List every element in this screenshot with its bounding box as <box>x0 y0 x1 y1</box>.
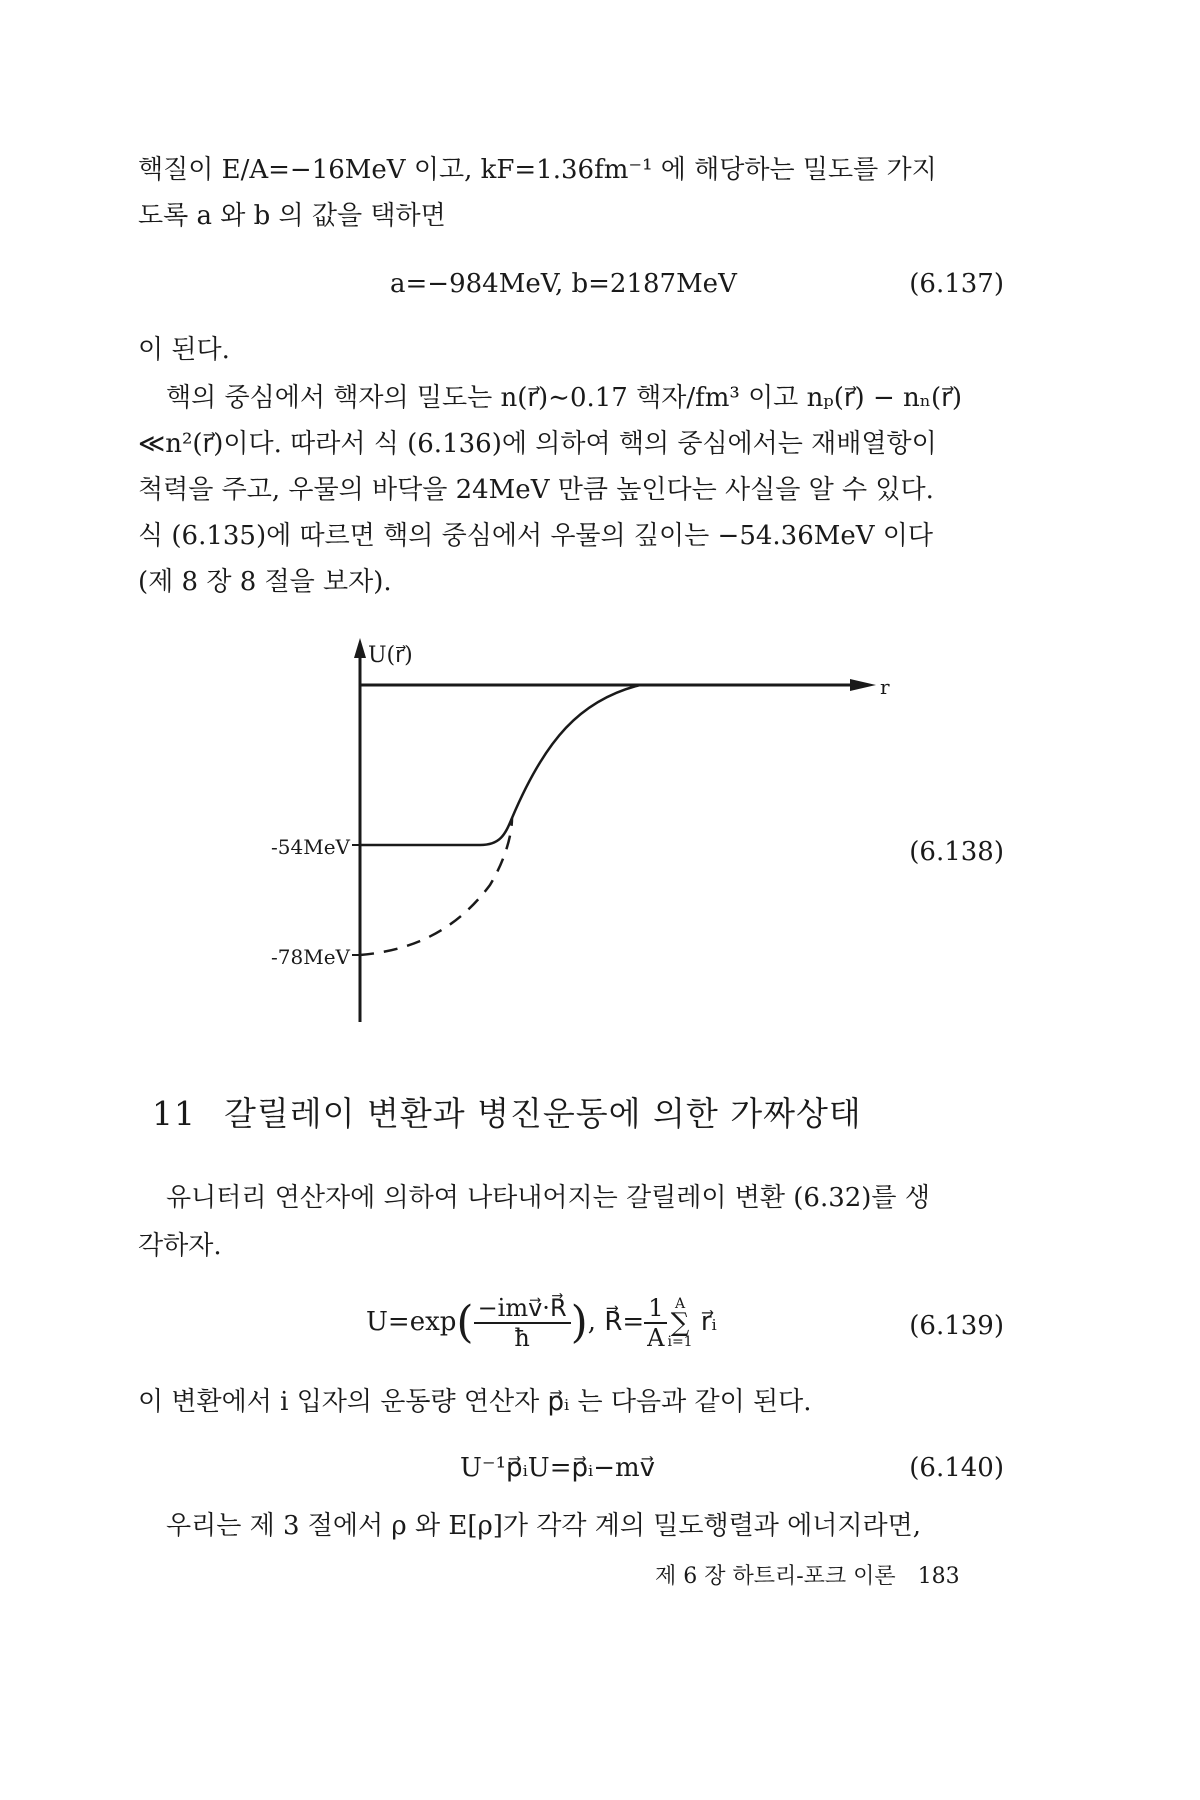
potential-curve-78mev <box>360 818 512 955</box>
eq139-fraction: $\frac{\text{−imv⃗·R⃗}}{ħ}$ <box>474 1294 571 1352</box>
page-number: 183 <box>917 1564 960 1589</box>
paragraph-1-line-2: 도록 a 와 b 의 값을 택하면 <box>138 201 446 231</box>
x-axis-label: r <box>880 675 890 699</box>
section-title: 갈릴레이 변환과 병진운동에 의한 가짜상태 <box>224 1094 862 1133</box>
page-footer <box>655 1560 960 1594</box>
paragraph-3-line-5: (제 8 장 8 절을 보자). <box>138 567 392 597</box>
y-axis-label: U(r⃗) <box>368 643 413 668</box>
eq139-sum: A ∑ i=1 <box>667 1296 693 1350</box>
section-number: 11 <box>152 1094 196 1133</box>
paragraph-3-line-4: 식 (6.135)에 따르면 핵의 중심에서 우물의 깊이는 −54.36MeV 이다 <box>138 521 934 551</box>
equation-6-137: a=−984MeV, b=2187MeV <box>390 269 737 299</box>
figure-number-6-138: (6.138) <box>909 837 1004 867</box>
paragraph-5-line-1: 이 변환에서 i 입자의 운동량 연산자 p⃗ᵢ 는 다음과 같이 된다. <box>138 1387 812 1417</box>
equation-6-140: U⁻¹p⃗ᵢU=p⃗ᵢ−mv⃗ <box>460 1453 656 1483</box>
label-minus-78mev: -78MeV <box>271 945 350 969</box>
eq139-rhs: r⃗ᵢ <box>700 1307 717 1337</box>
eq139-mid: , R⃗= <box>587 1307 645 1337</box>
section-heading <box>152 1092 862 1136</box>
paragraph-3-line-2: ≪n²(r⃗)이다. 따라서 식 (6.136)에 의하여 핵의 중심에서는 재배열항이 <box>138 429 937 459</box>
equation-number-6-140: (6.140) <box>909 1453 1004 1483</box>
footer-chapter: 제 6 장 하트리-포크 이론 <box>655 1564 896 1589</box>
equation-6-139: U=exp( $\frac{\text{−imv⃗·R⃗}}{ħ}$ ), R⃗= $\frac{1}{A}$ A ∑ i=1 r⃗ᵢ <box>366 1294 717 1352</box>
paragraph-3-line-1: 핵의 중심에서 핵자의 밀도는 n(r⃗)∼0.17 핵자/fm³ 이고 nₚ(r⃗) − nₙ(r⃗) <box>166 383 962 413</box>
eq139-fraction-2: $\frac{1}{A}$ <box>644 1294 667 1352</box>
equation-number-6-139: (6.139) <box>909 1311 1004 1341</box>
paragraph-6-line-1: 우리는 제 3 절에서 ρ 와 E[ρ]가 각각 계의 밀도행렬과 에너지라면, <box>166 1511 921 1541</box>
label-minus-54mev: -54MeV <box>271 835 350 859</box>
y-axis-arrow-icon <box>354 638 366 658</box>
eq139-lhs: U=exp <box>366 1307 457 1337</box>
paragraph-3-line-3: 척력을 주고, 우물의 바닥을 24MeV 만큼 높인다는 사실을 알 수 있다. <box>138 475 934 505</box>
paragraph-1-line-1: 핵질이 E/A=−16MeV 이고, kF=1.36fm⁻¹ 에 해당하는 밀도를 가지 <box>138 155 937 185</box>
x-axis-arrow-icon <box>850 679 876 691</box>
potential-curve-54mev <box>360 685 640 845</box>
paragraph-2-line-1: 이 된다. <box>138 335 230 365</box>
paragraph-4-line-1: 유니터리 연산자에 의하여 나타내어지는 갈릴레이 변환 (6.32)를 생 <box>166 1183 930 1213</box>
paragraph-4-line-2: 각하자. <box>138 1231 222 1261</box>
equation-number-6-137: (6.137) <box>909 269 1004 299</box>
